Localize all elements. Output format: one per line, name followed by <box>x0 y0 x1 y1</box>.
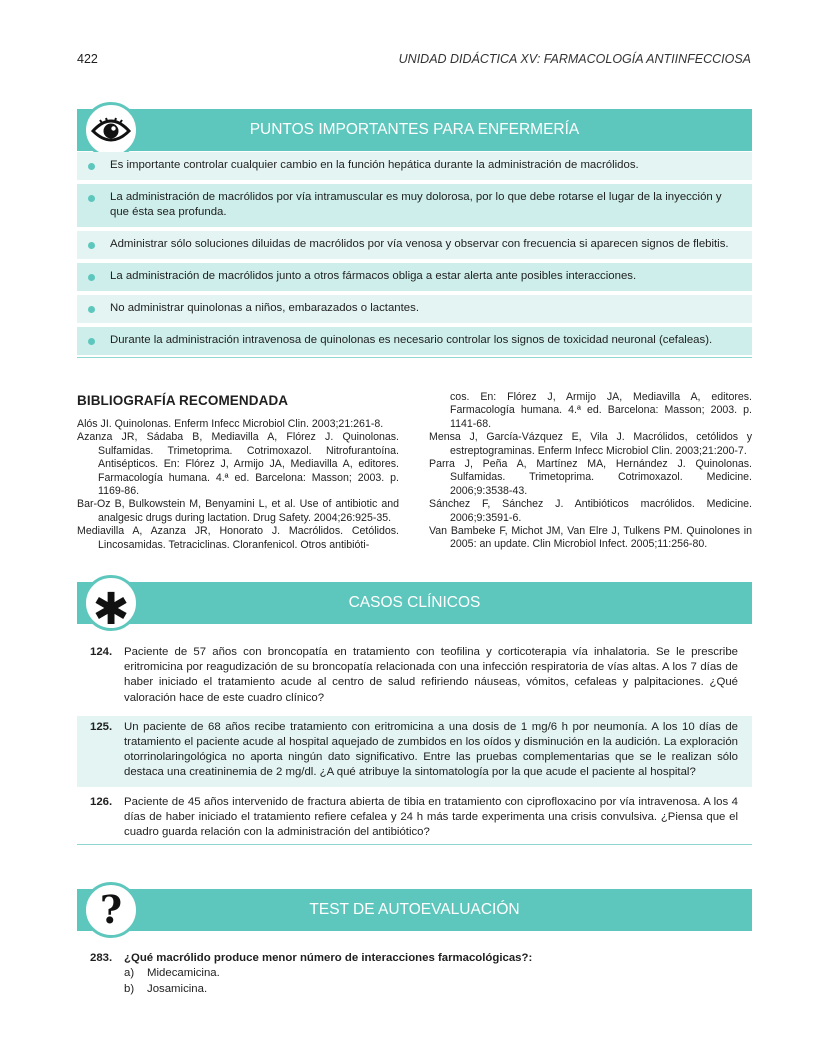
bullet-icon <box>88 338 95 345</box>
bullet-icon <box>88 306 95 313</box>
case-item <box>77 791 752 847</box>
option-text: Josamicina. <box>147 982 208 995</box>
asterisk-glyph: ✱ <box>92 585 130 634</box>
option-text: Midecamicina. <box>147 967 220 980</box>
list-item <box>77 231 752 259</box>
question-number: 283. <box>90 952 113 964</box>
reference: Azanza JR, Sádaba B, Mediavilla A, Flórez J. Quinolonas. Sulfamidas. Trimetoprima. Cotrimoxazol. Nitrofurantoína. Antisépticos. En: Flórez J, Armijo JA, Mediavilla A, editores. Farmacología humana. 4.ª ed. Barcelona: Masson; 2003. p. 1169-86. <box>77 431 399 498</box>
reference: Mensa J, García-Vázquez E, Vila J. Macrólidos, cetólidos y estreptograminas. Enferm Infecc Microbiol Clin. 2003;21:200-7. <box>429 431 752 457</box>
reference: Parra J, Peña A, Martínez MA, Hernández J. Quinolonas. Sulfamidas. Trimetoprima. Cotrimoxazol. Medicine. 2006;9:3538-43. <box>429 458 752 497</box>
bibliography-left-column <box>77 418 399 552</box>
bullet-icon <box>88 195 95 202</box>
case-number: 124. <box>90 646 113 658</box>
list-item <box>77 295 752 323</box>
running-head: UNIDAD DIDÁCTICA XV: FARMACOLOGÍA ANTIINFECCIOSA <box>398 52 751 66</box>
list-item <box>77 152 752 180</box>
bullet-icon <box>88 163 95 170</box>
point-text: Es importante controlar cualquier cambio en la función hepática durante la administración de macrólidos. <box>110 159 639 171</box>
point-text: La administración de macrólidos por vía intramuscular es muy dolorosa, por lo que debe rotarse el lugar de la inyección y que ésta sea profunda. <box>110 191 722 218</box>
test-title: TEST DE AUTOEVALUACIÓN <box>309 901 520 918</box>
reference: Sánchez F, Sánchez J. Antibióticos macrólidos. Medicine. 2006;9:3591-6. <box>429 498 752 524</box>
list-item <box>77 184 752 227</box>
asterisk-icon <box>83 575 139 634</box>
divider <box>77 844 752 845</box>
cases-title: CASOS CLÍNICOS <box>348 594 481 611</box>
bullet-icon <box>88 242 95 249</box>
points-title: PUNTOS IMPORTANTES PARA ENFERMERÍA <box>249 121 580 138</box>
answer-option <box>90 966 750 981</box>
case-number: 126. <box>90 795 113 808</box>
answer-option <box>90 982 750 997</box>
list-item <box>77 263 752 291</box>
list-item <box>77 327 752 355</box>
option-letter: b) <box>124 982 135 995</box>
reference-continuation: cos. En: Flórez J, Armijo JA, Mediavilla A, editores. Farmacología humana. 4.ª ed. Barcelona: Masson; 2003. p. 1141-68. <box>450 391 752 430</box>
question-glyph: ? <box>99 887 123 932</box>
cases-list <box>77 641 752 850</box>
case-number: 125. <box>90 720 113 733</box>
point-text: Administrar sólo soluciones diluidas de macrólidos por vía venosa y observar con frecuencia si aparecen signos de flebitis. <box>110 238 729 250</box>
bullet-icon <box>88 274 95 281</box>
case-item <box>77 641 752 712</box>
cases-banner <box>77 582 752 624</box>
case-text: Paciente de 45 años intervenido de fractura abierta de tibia en tratamiento con ciprofloxacino por vía intravenosa. A los 4 días de haber iniciado el tratamiento refiere cefalea y 24 h más tarde experimenta una crisis convulsiva. ¿Piensa que el cuadro guarda relación con la administración del antibiótico? <box>124 795 738 839</box>
bibliography-heading: BIBLIOGRAFÍA RECOMENDADA <box>77 393 289 408</box>
eye-icon-graphic <box>91 117 131 143</box>
option-letter: a) <box>124 967 135 980</box>
page-number: 422 <box>77 52 98 66</box>
case-text: Paciente de 57 años con broncopatía en tratamiento con teofilina y corticoterapia vía inhalatoria. Se le prescribe eritromicina por reagudización de su broncopatía relacionada con una infección respiratoria de vías altas. A los 7 días de haber iniciado el tratamiento acude al centro de salud refiriendo náuseas, vómitos, cefaleas y palpitaciones. ¿Qué valoración hace de este cuadro clínico? <box>124 646 738 704</box>
point-text: La administración de macrólidos junto a otros fármacos obliga a estar alerta ante posibles interacciones. <box>110 270 637 282</box>
reference: Bar-Oz B, Bulkowstein M, Benyamini L, et al. Use of antibiotic and analgesic drugs during lactation. Drug Safety. 2004;26:925-35. <box>77 498 399 524</box>
case-text: Un paciente de 68 años recibe tratamiento con eritromicina a una dosis de 1 mg/6 h por neumonía. A los 10 días de tratamiento el paciente acude al hospital aquejado de zumbidos en los oídos y disminución en la audición. La exploración otorrinolaringológica no aporta ningún dato significativo. Entre las pruebas complementarias que se le realizan sólo destaca una creatininemia de 2 mg/dl. ¿A qué atribuye la sintomatología por la que acude el paciente al hospital? <box>124 720 738 779</box>
points-banner <box>77 109 752 151</box>
test-question <box>90 951 750 966</box>
eye-icon <box>83 102 139 158</box>
test-banner <box>77 889 752 931</box>
reference: Van Bambeke F, Michot JM, Van Elre J, Tulkens PM. Quinolones in 2005: an update. Clin Microbiol Infect. 2005;11:256-80. <box>429 525 752 551</box>
points-list <box>77 152 752 359</box>
point-text: Durante la administración intravenosa de quinolonas es necesario controlar los signos de toxicidad neuronal (cefaleas). <box>110 334 713 346</box>
reference: Alós JI. Quinolonas. Enferm Infecc Microbiol Clin. 2003;21:261-8. <box>77 418 384 430</box>
reference: Mediavilla A, Azanza JR, Honorato J. Macrólidos. Cetólidos. Lincosamidas. Tetraciclinas. Cloranfenicol. Otros antibióti- <box>77 525 399 551</box>
question-icon <box>83 882 139 938</box>
point-text: No administrar quinolonas a niños, embarazados o lactantes. <box>110 302 419 314</box>
case-item <box>77 716 752 787</box>
bibliography-right-column <box>429 391 752 552</box>
test-question-block <box>90 951 750 997</box>
divider <box>77 357 752 358</box>
question-text: ¿Qué macrólido produce menor número de interacciones farmacológicas?: <box>124 952 533 964</box>
